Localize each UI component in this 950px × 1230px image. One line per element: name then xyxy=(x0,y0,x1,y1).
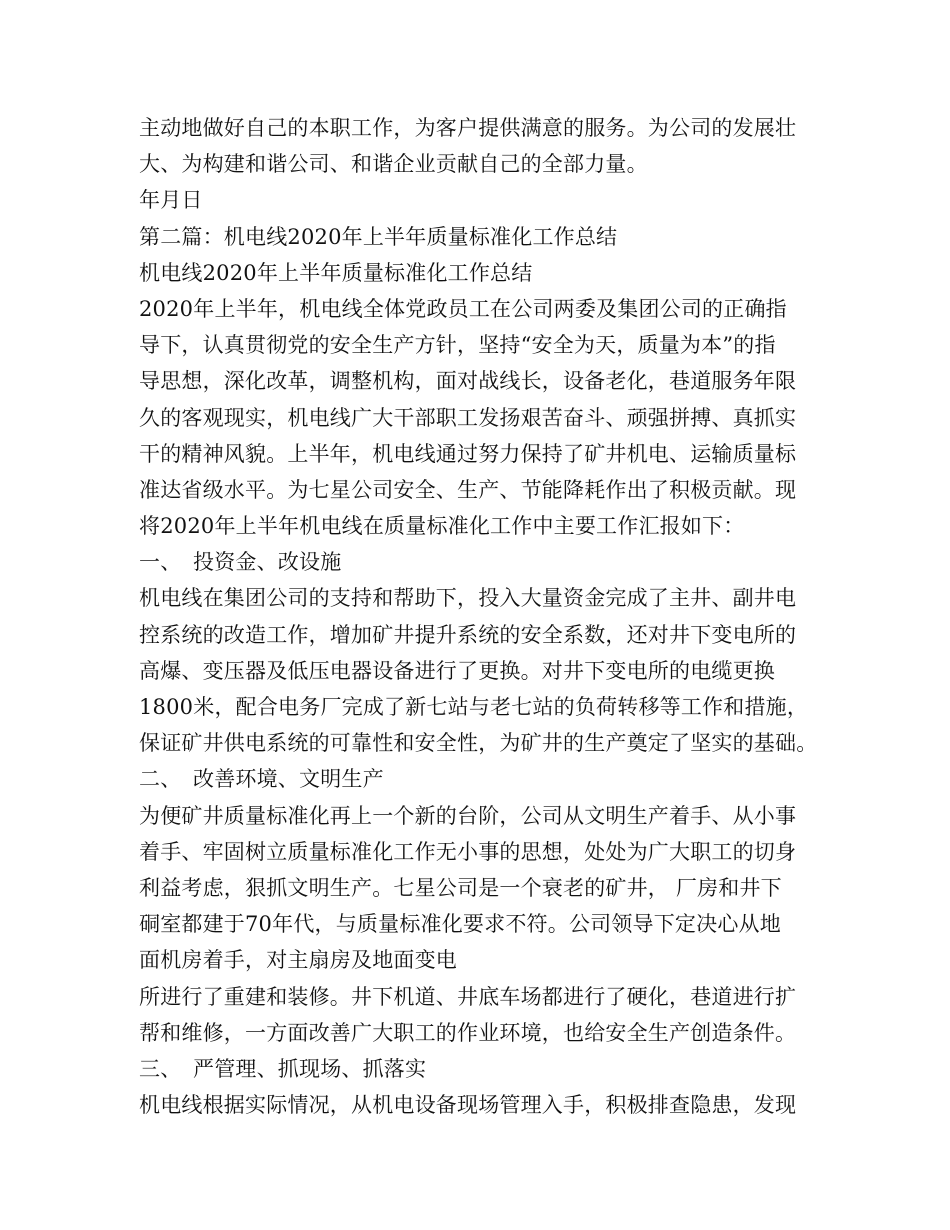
section-title: 投资金、改设施 xyxy=(193,550,342,575)
section-heading-1 xyxy=(139,544,829,580)
section-number: 一、 xyxy=(139,550,182,575)
date-line: 年月日 xyxy=(139,188,203,213)
paragraph-line: 为便矿井质量标准化再上一个新的台阶，公司从文明生产着手、从小事 xyxy=(139,803,797,828)
paragraph-line: 导思想，深化改革，调整机构，面对战线长，设备老化，巷道服务年限 xyxy=(139,369,797,394)
paragraph-line: 将2020年上半年机电线在质量标准化工作中主要工作汇报如下： xyxy=(139,514,745,539)
paragraph-line: 准达省级水平。为七星公司安全、生产、节能降耗作出了积极贡献。现 xyxy=(139,477,797,502)
paragraph-line: 干的精神风貌。上半年，机电线通过努力保持了矿井机电、运输质量标 xyxy=(139,441,797,466)
section-heading-2 xyxy=(139,761,829,797)
paragraph-line: 硐室都建于70年代，与质量标准化要求不符。公司领导下定决心从地 xyxy=(139,912,781,937)
paragraph-line: 高爆、变压器及低压电器设备进行了更换。对井下变电所的电缆更换 xyxy=(139,658,775,683)
document-body xyxy=(139,110,829,1123)
paragraph-line: 1800米，配合电务厂完成了新七站与老七站的负荷转移等工作和措施， xyxy=(139,695,809,719)
section-number: 三、 xyxy=(139,1056,182,1081)
document-title: 机电线2020年上半年质量标准化工作总结 xyxy=(139,260,533,285)
paragraph-line: 机电线在集团公司的支持和帮助下，投入大量资金完成了主井、副井电 xyxy=(139,586,797,611)
chapter-heading: 第二篇：机电线2020年上半年质量标准化工作总结 xyxy=(139,224,618,249)
paragraph-line: 所进行了重建和装修。井下机道、井底车场都进行了硬化，巷道进行扩 xyxy=(139,984,797,1009)
paragraph-line: 面机房着手，对主扇房及地面变电 xyxy=(139,948,457,973)
paragraph-line: 保证矿井供电系统的可靠性和安全性，为矿井的生产奠定了坚实的基础。 xyxy=(139,731,818,756)
paragraph-line: 机电线根据实际情况，从机电设备现场管理入手，积极排查隐患，发现 xyxy=(139,1093,797,1118)
section-number: 二、 xyxy=(139,767,182,792)
paragraph-line: 2020年上半年，机电线全体党政员工在公司两委及集团公司的正确指 xyxy=(139,296,787,321)
section-title: 改善环境、文明生产 xyxy=(193,767,384,792)
section-heading-3 xyxy=(139,1051,829,1087)
paragraph-line: 导下，认真贯彻党的安全生产方针，坚持“安全为天，质量为本”的指 xyxy=(139,333,776,358)
paragraph-line: 大、为构建和谐公司、和谐企业贡献自己的全部力量。 xyxy=(139,152,648,177)
paragraph-line: 着手、牢固树立质量标准化工作无小事的思想，处处为广大职工的切身 xyxy=(139,839,797,864)
section-title: 严管理、抓现场、抓落实 xyxy=(193,1056,427,1081)
paragraph-line: 主动地做好自己的本职工作，为客户提供满意的服务。为公司的发展壮 xyxy=(139,116,797,140)
paragraph-line: 久的客观现实，机电线广大干部职工发扬艰苦奋斗、顽强拼搏、真抓实 xyxy=(139,405,797,430)
paragraph-line: 帮和维修，一方面改善广大职工的作业环境，也给安全生产创造条件。 xyxy=(139,1020,797,1045)
paragraph-line: 利益考虑，狠抓文明生产。七星公司是一个衰老的矿井， 厂房和井下 xyxy=(139,875,782,900)
paragraph-line: 控系统的改造工作，增加矿井提升系统的安全系数，还对井下变电所的 xyxy=(139,622,797,647)
